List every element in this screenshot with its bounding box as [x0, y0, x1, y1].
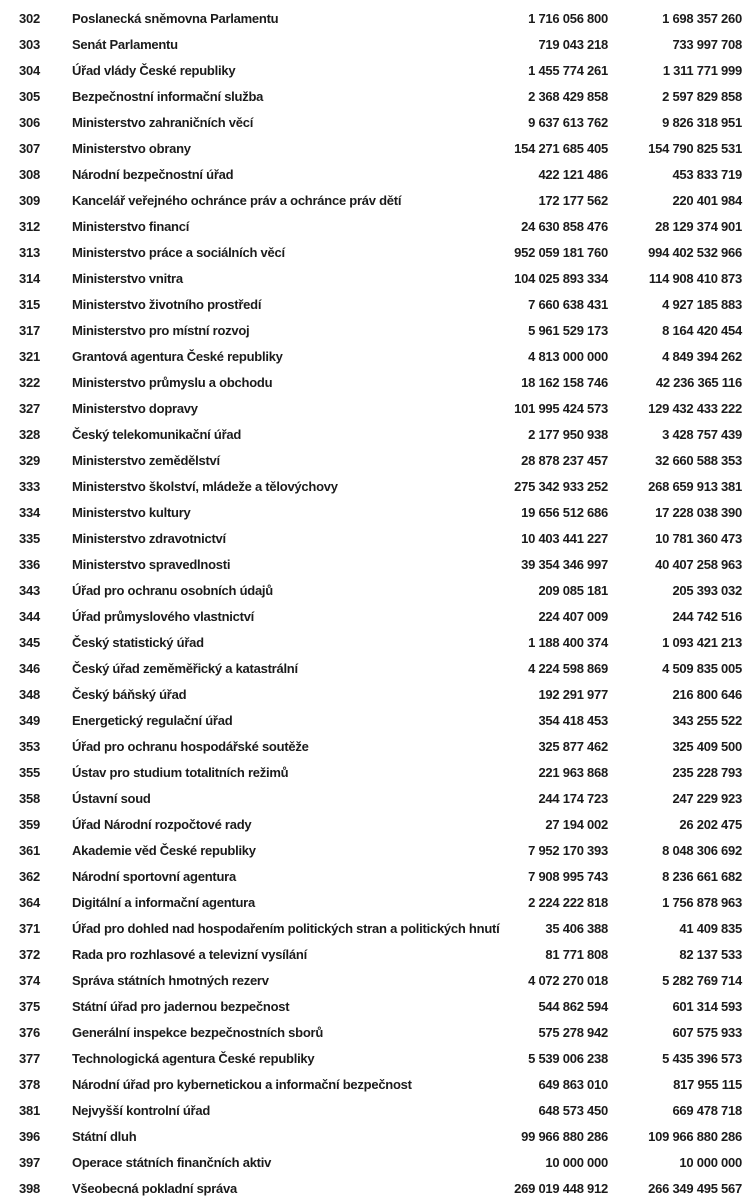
table-row — [0, 343, 750, 369]
amount-column-2: 266 349 495 567 — [648, 1180, 742, 1196]
chapter-number: 304 — [19, 62, 40, 78]
chapter-number: 317 — [19, 322, 40, 338]
amount-column-1: 10 403 441 227 — [521, 530, 608, 546]
table-row — [0, 915, 750, 941]
amount-column-2: 41 409 835 — [679, 920, 742, 936]
chapter-name: Digitální a informační agentura — [72, 894, 255, 910]
chapter-name: Technologická agentura České republiky — [72, 1050, 315, 1066]
table-row — [0, 603, 750, 629]
chapter-name: Český báňský úřad — [72, 686, 187, 702]
amount-column-1: 1 455 774 261 — [528, 62, 608, 78]
chapter-name: Národní sportovní agentura — [72, 868, 236, 884]
amount-column-1: 5 961 529 173 — [528, 322, 608, 338]
table-row — [0, 577, 750, 603]
amount-column-1: 354 418 453 — [538, 712, 608, 728]
chapter-number: 322 — [19, 374, 40, 390]
amount-column-2: 3 428 757 439 — [662, 426, 742, 442]
chapter-name: Úřad pro dohled nad hospodařením politických stran a politických hnutí — [72, 920, 500, 936]
amount-column-1: 221 963 868 — [538, 764, 608, 780]
amount-column-2: 4 927 185 883 — [662, 296, 742, 312]
chapter-name: Národní bezpečnostní úřad — [72, 166, 234, 182]
amount-column-2: 40 407 258 963 — [655, 556, 742, 572]
amount-column-2: 129 432 433 222 — [648, 400, 742, 416]
chapter-name: Ministerstvo vnitra — [72, 270, 183, 286]
amount-column-2: 205 393 032 — [672, 582, 742, 598]
amount-column-2: 601 314 593 — [672, 998, 742, 1014]
table-row — [0, 421, 750, 447]
table-row — [0, 109, 750, 135]
chapter-number: 345 — [19, 634, 40, 650]
table-row — [0, 31, 750, 57]
table-row — [0, 187, 750, 213]
chapter-number: 355 — [19, 764, 40, 780]
table-row — [0, 395, 750, 421]
chapter-number: 309 — [19, 192, 40, 208]
chapter-name: Ministerstvo zdravotnictví — [72, 530, 226, 546]
amount-column-1: 422 121 486 — [538, 166, 608, 182]
amount-column-1: 649 863 010 — [538, 1076, 608, 1092]
amount-column-1: 4 072 270 018 — [528, 972, 608, 988]
chapter-number: 375 — [19, 998, 40, 1014]
amount-column-2: 1 698 357 260 — [662, 10, 742, 26]
amount-column-2: 268 659 913 381 — [648, 478, 742, 494]
amount-column-1: 35 406 388 — [545, 920, 608, 936]
chapter-number: 307 — [19, 140, 40, 156]
chapter-name: Úřad Národní rozpočtové rady — [72, 816, 252, 832]
amount-column-1: 269 019 448 912 — [514, 1180, 608, 1196]
chapter-number: 361 — [19, 842, 40, 858]
amount-column-1: 9 637 613 762 — [528, 114, 608, 130]
chapter-number: 344 — [19, 608, 40, 624]
chapter-number: 312 — [19, 218, 40, 234]
chapter-name: Ministerstvo obrany — [72, 140, 191, 156]
amount-column-1: 28 878 237 457 — [521, 452, 608, 468]
table-row — [0, 1175, 750, 1200]
chapter-number: 376 — [19, 1024, 40, 1040]
amount-column-2: 453 833 719 — [672, 166, 742, 182]
amount-column-2: 733 997 708 — [672, 36, 742, 52]
chapter-number: 329 — [19, 452, 40, 468]
chapter-name: Ministerstvo pro místní rozvoj — [72, 322, 250, 338]
chapter-name: Úřad pro ochranu hospodářské soutěže — [72, 738, 309, 754]
amount-column-2: 235 228 793 — [672, 764, 742, 780]
amount-column-2: 154 790 825 531 — [648, 140, 742, 156]
chapter-name: Český úřad zeměměřický a katastrální — [72, 660, 298, 676]
table-row — [0, 837, 750, 863]
amount-column-1: 2 368 429 858 — [528, 88, 608, 104]
chapter-name: Úřad pro ochranu osobních údajů — [72, 582, 273, 598]
amount-column-1: 544 862 594 — [538, 998, 608, 1014]
chapter-number: 362 — [19, 868, 40, 884]
table-row — [0, 239, 750, 265]
chapter-number: 315 — [19, 296, 40, 312]
chapter-name: Ministerstvo životního prostředí — [72, 296, 262, 312]
table-row — [0, 83, 750, 109]
table-row — [0, 213, 750, 239]
chapter-name: Ministerstvo spravedlnosti — [72, 556, 231, 572]
amount-column-1: 99 966 880 286 — [521, 1128, 608, 1144]
chapter-number: 353 — [19, 738, 40, 754]
chapter-name: Senát Parlamentu — [72, 36, 178, 52]
chapter-name: Grantová agentura České republiky — [72, 348, 283, 364]
amount-column-1: 7 952 170 393 — [528, 842, 608, 858]
chapter-number: 348 — [19, 686, 40, 702]
chapter-number: 358 — [19, 790, 40, 806]
chapter-name: Ústavní soud — [72, 790, 151, 806]
amount-column-2: 5 435 396 573 — [662, 1050, 742, 1066]
chapter-name: Ministerstvo zahraničních věcí — [72, 114, 254, 130]
table-row — [0, 941, 750, 967]
amount-column-2: 26 202 475 — [679, 816, 742, 832]
amount-column-1: 209 085 181 — [538, 582, 608, 598]
table-row — [0, 655, 750, 681]
amount-column-1: 224 407 009 — [538, 608, 608, 624]
table-row — [0, 629, 750, 655]
chapter-name: Kancelář veřejného ochránce práv a ochránce práv dětí — [72, 192, 402, 208]
chapter-number: 346 — [19, 660, 40, 676]
amount-column-2: 8 164 420 454 — [662, 322, 742, 338]
table-row — [0, 265, 750, 291]
amount-column-1: 719 043 218 — [538, 36, 608, 52]
chapter-name: Akademie věd České republiky — [72, 842, 256, 858]
amount-column-1: 2 224 222 818 — [528, 894, 608, 910]
amount-column-1: 7 660 638 431 — [528, 296, 608, 312]
chapter-name: Ministerstvo školství, mládeže a tělovýchovy — [72, 478, 338, 494]
amount-column-2: 42 236 365 116 — [655, 374, 742, 390]
amount-column-1: 4 813 000 000 — [528, 348, 608, 364]
amount-column-2: 5 282 769 714 — [662, 972, 742, 988]
chapter-name: Český statistický úřad — [72, 634, 204, 650]
amount-column-2: 247 229 923 — [672, 790, 742, 806]
table-row — [0, 317, 750, 343]
amount-column-1: 1 716 056 800 — [528, 10, 608, 26]
chapter-name: Ministerstvo průmyslu a obchodu — [72, 374, 273, 390]
amount-column-1: 101 995 424 573 — [514, 400, 608, 416]
chapter-number: 381 — [19, 1102, 40, 1118]
chapter-name: Generální inspekce bezpečnostních sborů — [72, 1024, 324, 1040]
amount-column-1: 154 271 685 405 — [514, 140, 608, 156]
amount-column-2: 109 966 880 286 — [648, 1128, 742, 1144]
table-row — [0, 967, 750, 993]
amount-column-2: 4 849 394 262 — [662, 348, 742, 364]
chapter-number: 398 — [19, 1180, 40, 1196]
chapter-name: Energetický regulační úřad — [72, 712, 233, 728]
amount-column-2: 10 781 360 473 — [655, 530, 742, 546]
table-row — [0, 57, 750, 83]
amount-column-2: 343 255 522 — [672, 712, 742, 728]
table-row — [0, 1019, 750, 1045]
table-row — [0, 161, 750, 187]
amount-column-2: 817 955 115 — [673, 1076, 742, 1092]
chapter-number: 359 — [19, 816, 40, 832]
amount-column-1: 192 291 977 — [538, 686, 608, 702]
amount-column-1: 81 771 808 — [545, 946, 608, 962]
table-row — [0, 889, 750, 915]
chapter-number: 396 — [19, 1128, 40, 1144]
amount-column-1: 952 059 181 760 — [514, 244, 608, 260]
chapter-number: 343 — [19, 582, 40, 598]
amount-column-2: 220 401 984 — [672, 192, 742, 208]
amount-column-1: 1 188 400 374 — [528, 634, 608, 650]
table-row — [0, 1149, 750, 1175]
chapter-name: Úřad vlády České republiky — [72, 62, 236, 78]
chapter-name: Úřad průmyslového vlastnictví — [72, 608, 255, 624]
chapter-number: 305 — [19, 88, 40, 104]
amount-column-2: 244 742 516 — [672, 608, 742, 624]
chapter-number: 306 — [19, 114, 40, 130]
amount-column-2: 8 236 661 682 — [662, 868, 742, 884]
chapter-number: 328 — [19, 426, 40, 442]
amount-column-2: 1 311 771 999 — [662, 62, 742, 78]
chapter-name: Národní úřad pro kybernetickou a informační bezpečnost — [72, 1076, 412, 1092]
table-row — [0, 993, 750, 1019]
chapter-number: 321 — [19, 348, 40, 364]
chapter-number: 397 — [19, 1154, 40, 1170]
amount-column-1: 4 224 598 869 — [528, 660, 608, 676]
chapter-number: 349 — [19, 712, 40, 728]
amount-column-2: 1 093 421 213 — [662, 634, 742, 650]
amount-column-1: 27 194 002 — [545, 816, 608, 832]
amount-column-1: 325 877 462 — [538, 738, 608, 754]
amount-column-2: 2 597 829 858 — [662, 88, 742, 104]
amount-column-2: 10 000 000 — [679, 1154, 742, 1170]
table-row — [0, 811, 750, 837]
chapter-number: 333 — [19, 478, 40, 494]
table-row — [0, 447, 750, 473]
chapter-number: 364 — [19, 894, 40, 910]
chapter-number: 314 — [19, 270, 40, 286]
table-row — [0, 863, 750, 889]
amount-column-1: 172 177 562 — [538, 192, 608, 208]
amount-column-1: 24 630 858 476 — [521, 218, 608, 234]
chapter-name: Státní úřad pro jadernou bezpečnost — [72, 998, 290, 1014]
table-row — [0, 5, 750, 31]
chapter-number: 372 — [19, 946, 40, 962]
amount-column-2: 8 048 306 692 — [662, 842, 742, 858]
chapter-name: Rada pro rozhlasové a televizní vysílání — [72, 946, 307, 962]
amount-column-2: 28 129 374 901 — [655, 218, 742, 234]
table-row — [0, 473, 750, 499]
chapter-name: Ministerstvo dopravy — [72, 400, 198, 416]
table-row — [0, 1071, 750, 1097]
amount-column-1: 2 177 950 938 — [528, 426, 608, 442]
chapter-name: Operace státních finančních aktiv — [72, 1154, 272, 1170]
table-row — [0, 291, 750, 317]
amount-column-1: 104 025 893 334 — [514, 270, 608, 286]
chapter-name: Ministerstvo kultury — [72, 504, 191, 520]
table-row — [0, 135, 750, 161]
amount-column-2: 216 800 646 — [672, 686, 742, 702]
chapter-number: 377 — [19, 1050, 40, 1066]
amount-column-2: 325 409 500 — [672, 738, 742, 754]
amount-column-1: 7 908 995 743 — [528, 868, 608, 884]
chapter-number: 378 — [19, 1076, 40, 1092]
chapter-number: 334 — [19, 504, 40, 520]
chapter-name: Správa státních hmotných rezerv — [72, 972, 269, 988]
amount-column-2: 32 660 588 353 — [655, 452, 742, 468]
table-row — [0, 785, 750, 811]
amount-column-2: 607 575 933 — [672, 1024, 742, 1040]
amount-column-2: 9 826 318 951 — [662, 114, 742, 130]
amount-column-1: 18 162 158 746 — [521, 374, 608, 390]
chapter-number: 371 — [19, 920, 40, 936]
chapter-number: 308 — [19, 166, 40, 182]
amount-column-1: 275 342 933 252 — [514, 478, 608, 494]
chapter-name: Všeobecná pokladní správa — [72, 1180, 237, 1196]
table-row — [0, 499, 750, 525]
amount-column-1: 648 573 450 — [538, 1102, 608, 1118]
chapter-name: Ministerstvo zemědělství — [72, 452, 220, 468]
table-row — [0, 369, 750, 395]
chapter-name: Poslanecká sněmovna Parlamentu — [72, 10, 279, 26]
amount-column-2: 4 509 835 005 — [662, 660, 742, 676]
amount-column-1: 19 656 512 686 — [521, 504, 608, 520]
chapter-number: 336 — [19, 556, 40, 572]
amount-column-1: 5 539 006 238 — [528, 1050, 608, 1066]
table-row — [0, 1097, 750, 1123]
chapter-name: Nejvyšší kontrolní úřad — [72, 1102, 211, 1118]
chapter-number: 303 — [19, 36, 40, 52]
amount-column-2: 82 137 533 — [679, 946, 742, 962]
chapter-name: Státní dluh — [72, 1128, 137, 1144]
amount-column-1: 39 354 346 997 — [521, 556, 608, 572]
amount-column-2: 114 908 410 873 — [648, 270, 742, 286]
amount-column-2: 994 402 532 966 — [648, 244, 742, 260]
table-row — [0, 681, 750, 707]
amount-column-1: 575 278 942 — [538, 1024, 608, 1040]
chapter-name: Ústav pro studium totalitních režimů — [72, 764, 289, 780]
table-row — [0, 525, 750, 551]
amount-column-2: 17 228 038 390 — [655, 504, 742, 520]
table-row — [0, 707, 750, 733]
amount-column-2: 1 756 878 963 — [662, 894, 742, 910]
table-row — [0, 759, 750, 785]
table-row — [0, 1123, 750, 1149]
chapter-number: 335 — [19, 530, 40, 546]
chapter-number: 313 — [19, 244, 40, 260]
chapter-name: Ministerstvo financí — [72, 218, 190, 234]
chapter-name: Bezpečnostní informační služba — [72, 88, 264, 104]
amount-column-1: 10 000 000 — [545, 1154, 608, 1170]
chapter-number: 374 — [19, 972, 40, 988]
chapter-name: Český telekomunikační úřad — [72, 426, 242, 442]
amount-column-2: 669 478 718 — [672, 1102, 742, 1118]
chapter-number: 302 — [19, 10, 40, 26]
chapter-number: 327 — [19, 400, 40, 416]
chapter-name: Ministerstvo práce a sociálních věcí — [72, 244, 285, 260]
table-row — [0, 551, 750, 577]
table-row — [0, 733, 750, 759]
table-row — [0, 1045, 750, 1071]
amount-column-1: 244 174 723 — [538, 790, 608, 806]
